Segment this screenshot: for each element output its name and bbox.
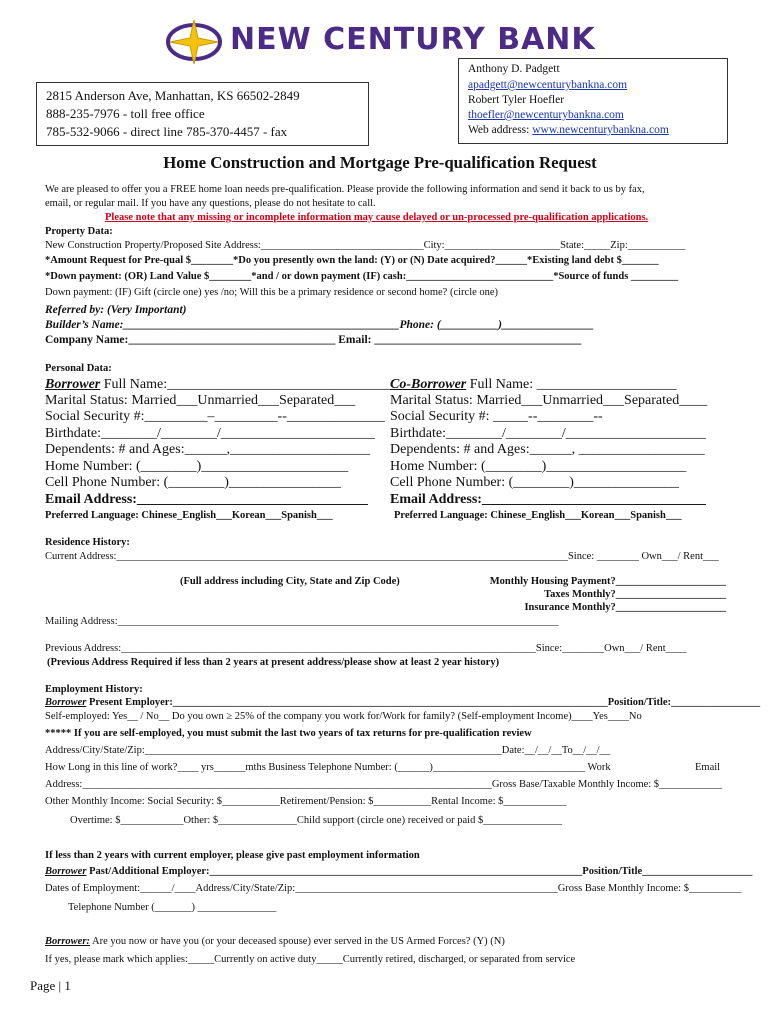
- borrower-label: Borrower: [45, 377, 101, 392]
- coborrower-language: Preferred Language: Chinese_English___Korean___Spanish___: [394, 510, 682, 521]
- present-employer-line: Borrower Present Employer:___________________________________________________________________________________Position/Title:_________________: [45, 697, 761, 708]
- builder-name-line: Builder’s Name:________________________________________________Phone: (__________)________________: [45, 319, 595, 331]
- taxes-line: Taxes Monthly?_____________________: [544, 589, 726, 600]
- referred-heading: Referred by: (Very Important): [45, 304, 187, 316]
- overtime-line: Overtime: $____________Other: $_______________Child support (circle one) received or paid $_______________: [70, 815, 562, 826]
- coborrower-home-number: Home Number: (________)____________________: [390, 459, 687, 474]
- borrower-full-name: Borrower Full Name:__________________________________: [45, 377, 406, 392]
- web-address: [468, 124, 669, 136]
- current-address-line: Current Address:______________________________________________________________________________________Since: ________ Own___/ Rent___: [45, 551, 719, 562]
- borrower-home-number: Home Number: (________)_____________________: [45, 459, 349, 474]
- past-dates-line: Dates of Employment:______/____Address/City/State/Zip:__________________________________________________Gross Base Monthly Income: $__________: [45, 883, 742, 894]
- contact-name-1: Anthony D. Padgett: [468, 63, 560, 75]
- present-borrower-label: Borrower: [45, 697, 87, 708]
- coborrower-cell-number: Cell Phone Number: (________)_______________: [390, 475, 679, 490]
- borrower-language: Preferred Language: Chinese_English___Korean___Spanish___: [45, 510, 333, 521]
- how-long-line: How Long in this line of work?____ yrs______mths Business Telephone Number: (______)_____________________________ Work: [45, 762, 611, 773]
- military-borrower-label: Borrower:: [45, 936, 90, 947]
- mailing-address-line: Mailing Address:____________________________________________________________________________________: [45, 616, 559, 627]
- past-phone-line: Telephone Number (_______) _______________: [68, 902, 277, 913]
- previous-address-note: (Previous Address Required if less than 2 years at present address/please show at least 2 year history): [47, 657, 500, 668]
- amount-request-line: *Amount Request for Pre-qual $________*Do you presently own the land: (Y) or (N) Date acquired?______*Existing land debt $_______: [45, 255, 659, 266]
- coborrower-birthdate: Birthdate:________/________/____________________: [390, 426, 706, 441]
- coborrower-email: Email Address:________________________________: [390, 492, 706, 507]
- intro-line-1: We are pleased to offer you a FREE home loan needs pre-qualification. Please provide the following information and send it back to us by fax,: [45, 184, 645, 195]
- borrower-dependents: Dependents: # and Ages:______,____________________: [45, 442, 371, 457]
- coborrower-ssn: Social Security #: _____--________--: [390, 409, 603, 424]
- page-title: Home Construction and Mortgage Pre-qualification Request: [163, 153, 597, 172]
- insurance-line: Insurance Monthly?_____________________: [524, 602, 726, 613]
- contact-email-1[interactable]: apadgett@newcenturybankna.com: [468, 79, 628, 91]
- coborrower-marital: Marital Status: Married___Unmarried___Separated____: [390, 393, 708, 408]
- star-emblem-icon: [160, 18, 224, 66]
- other-income-line: Other Monthly Income: Social Security: $___________Retirement/Pension: $___________Rental Income: $____________: [45, 796, 567, 807]
- coborrower-dependents: Dependents: # and Ages:______, __________________: [390, 442, 705, 457]
- coborrower-full-name: Co-Borrower Full Name: ____________________: [390, 377, 677, 392]
- borrower-ssn: Social Security #:_________–_________--______________: [45, 409, 385, 424]
- borrower-marital: Marital Status: Married___Unmarried___Separated___: [45, 393, 356, 408]
- down-payment-line: *Down payment: (OR) Land Value $________*and / or down payment (IF) cash:____________________________*Source of funds _________: [45, 271, 679, 282]
- address-income-line: Address:______________________________________________________________________________Gross Base/Taxable Monthly Income: $____________: [45, 779, 723, 790]
- web-label: Web address:: [468, 124, 533, 136]
- past-employer-line: Borrower Past/Additional Employer:_______________________________________________________________________Position/Title_____________________: [45, 866, 753, 877]
- intro-line-2: email, or regular mail. If you have any questions, please do not hesitate to call.: [45, 198, 376, 209]
- military-question: Borrower: Are you now or have you (or your deceased spouse) ever served in the US Armed Forces? (Y) (N): [45, 936, 505, 947]
- borrower-email: Email Address:_________________________________: [45, 492, 368, 507]
- address-line-3: 785-532-9066 - direct line 785-370-4457 - fax: [46, 124, 288, 139]
- employer-address-line: Address/City/State/Zip:____________________________________________________________________Date:__/__/__To__/__/__: [45, 745, 611, 756]
- gift-line: Down payment: (IF) Gift (circle one) yes /no; Will this be a primary residence or second home? (circle one): [45, 287, 499, 298]
- self-employed-note: ***** If you are self-employed, you must submit the last two years of tax returns for pre-qualification review: [45, 728, 532, 739]
- housing-payment-line: Monthly Housing Payment?_____________________: [489, 576, 726, 587]
- property-address-line: New Construction Property/Proposed Site Address:_______________________________City:______________________State:_____Zip:___________: [45, 240, 686, 251]
- warning-text: Please note that any missing or incomplete information may cause delayed or un-processed pre-qualification applications.: [105, 212, 649, 223]
- web-link[interactable]: www.newcenturybankna.com: [532, 124, 669, 136]
- page-number: Page | 1: [30, 978, 71, 993]
- self-employed-line: Self-employed: Yes__ / No__ Do you own ≥ 25% of the company you work for/Work for family? (Self-employment Income)____Yes____No: [45, 711, 642, 722]
- past-employment-heading: If less than 2 years with current employer, please give past employment information: [45, 850, 420, 861]
- contact-email-2[interactable]: thoefler@newcenturybankna.com: [468, 109, 624, 121]
- email-word: Email: [695, 762, 721, 773]
- residence-heading: Residence History:: [45, 537, 130, 548]
- coborrower-label: Co-Borrower: [390, 377, 467, 392]
- borrower-birthdate: Birthdate:________/________/______________________: [45, 426, 375, 441]
- property-heading: Property Data:: [45, 226, 113, 237]
- personal-heading: Personal Data:: [45, 363, 112, 374]
- employment-heading: Employment History:: [45, 684, 143, 695]
- address-line-1: 2815 Anderson Ave, Manhattan, KS 66502-2849: [46, 88, 300, 103]
- full-address-note: (Full address including City, State and Zip Code): [180, 576, 400, 587]
- previous-address-line: Previous Address:_______________________________________________________________________________Since:________Own___/ Rent____: [45, 643, 687, 654]
- past-borrower-label: Borrower: [45, 866, 87, 877]
- address-line-2: 888-235-7976 - toll free office: [46, 106, 205, 121]
- company-name-line: Company Name:____________________________________ Email: ____________________________________: [45, 334, 582, 346]
- military-apply-line: If yes, please mark which applies:_____Currently on active duty_____Currently retired, discharged, or separated from service: [45, 954, 576, 965]
- contact-name-2: Robert Tyler Hoefler: [468, 94, 565, 106]
- borrower-cell-number: Cell Phone Number: (________)________________: [45, 475, 341, 490]
- bank-name: NEW CENTURY BANK: [230, 22, 596, 57]
